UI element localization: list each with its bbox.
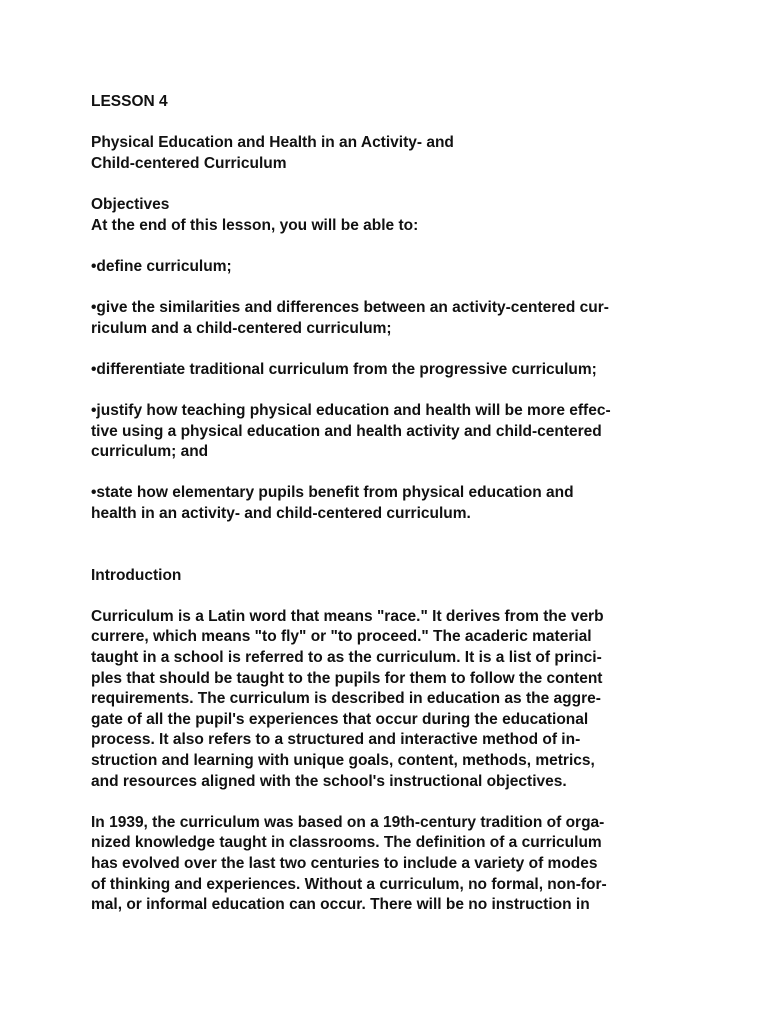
paragraph-line: In 1939, the curriculum was based on a 19th-century tradition of orga- bbox=[91, 813, 605, 831]
document-body bbox=[91, 92, 691, 916]
paragraph-line: gate of all the pupil's experiences that occur during the educational bbox=[91, 710, 589, 728]
paragraph-line: Curriculum is a Latin word that means "race." It derives from the verb bbox=[91, 607, 604, 625]
lesson-title bbox=[91, 133, 691, 174]
paragraph-line: has evolved over the last two centuries to include a variety of modes bbox=[91, 854, 598, 872]
paragraph-line: nized knowledge taught in classrooms. The definition of a curriculum bbox=[91, 834, 602, 852]
paragraph bbox=[91, 607, 691, 792]
paragraph-line: requirements. The curriculum is described in education as the aggre- bbox=[91, 690, 601, 708]
paragraph-line: of thinking and experiences. Without a curriculum, no formal, non-for- bbox=[91, 875, 607, 893]
paragraph-line: process. It also refers to a structured and interactive method of in- bbox=[91, 731, 581, 749]
lesson-label: LESSON 4 bbox=[91, 93, 168, 110]
objective-item bbox=[91, 401, 691, 463]
objective-item bbox=[91, 257, 691, 278]
objective-line: curriculum; and bbox=[91, 443, 209, 461]
paragraph-line: ples that should be taught to the pupils for them to follow the content bbox=[91, 669, 603, 687]
objective-item bbox=[91, 483, 691, 524]
objectives-heading: Objectives bbox=[91, 195, 170, 213]
objective-item bbox=[91, 360, 691, 381]
paragraph-line: struction and learning with unique goals, content, methods, metrics, bbox=[91, 752, 595, 769]
paragraph-line: mal, or informal education can occur. There will be no instruction in bbox=[91, 896, 590, 914]
objective-line: •state how elementary pupils benefit from physical education and bbox=[91, 484, 574, 502]
paragraph-line: and resources aligned with the school's instructional objectives. bbox=[91, 772, 567, 790]
paragraph-line: currere, which means "to fly" or "to proceed." The acaderic material bbox=[91, 628, 592, 646]
objective-line: tive using a physical education and health activity and child-centered bbox=[91, 422, 602, 440]
objective-line: riculum and a child-centered curriculum; bbox=[91, 319, 392, 337]
lesson-title-line: Child-centered Curriculum bbox=[91, 154, 287, 172]
paragraph-line: taught in a school is referred to as the curriculum. It is a list of princi- bbox=[91, 649, 602, 667]
objective-line: health in an activity- and child-centered curriculum. bbox=[91, 504, 471, 522]
lesson-title-line: Physical Education and Health in an Activity- and bbox=[91, 134, 454, 152]
objective-line: •justify how teaching physical education and health will be more effec- bbox=[91, 401, 611, 419]
objective-line: •differentiate traditional curriculum from the progressive curriculum; bbox=[91, 360, 597, 378]
objectives-intro: At the end of this lesson, you will be able to: bbox=[91, 216, 419, 234]
introduction-heading: Introduction bbox=[91, 566, 182, 584]
objective-line: •define curriculum; bbox=[91, 257, 232, 275]
objective-line: •give the similarities and differences between an activity-centered cur- bbox=[91, 298, 609, 316]
paragraph bbox=[91, 813, 691, 916]
objective-item bbox=[91, 298, 691, 339]
